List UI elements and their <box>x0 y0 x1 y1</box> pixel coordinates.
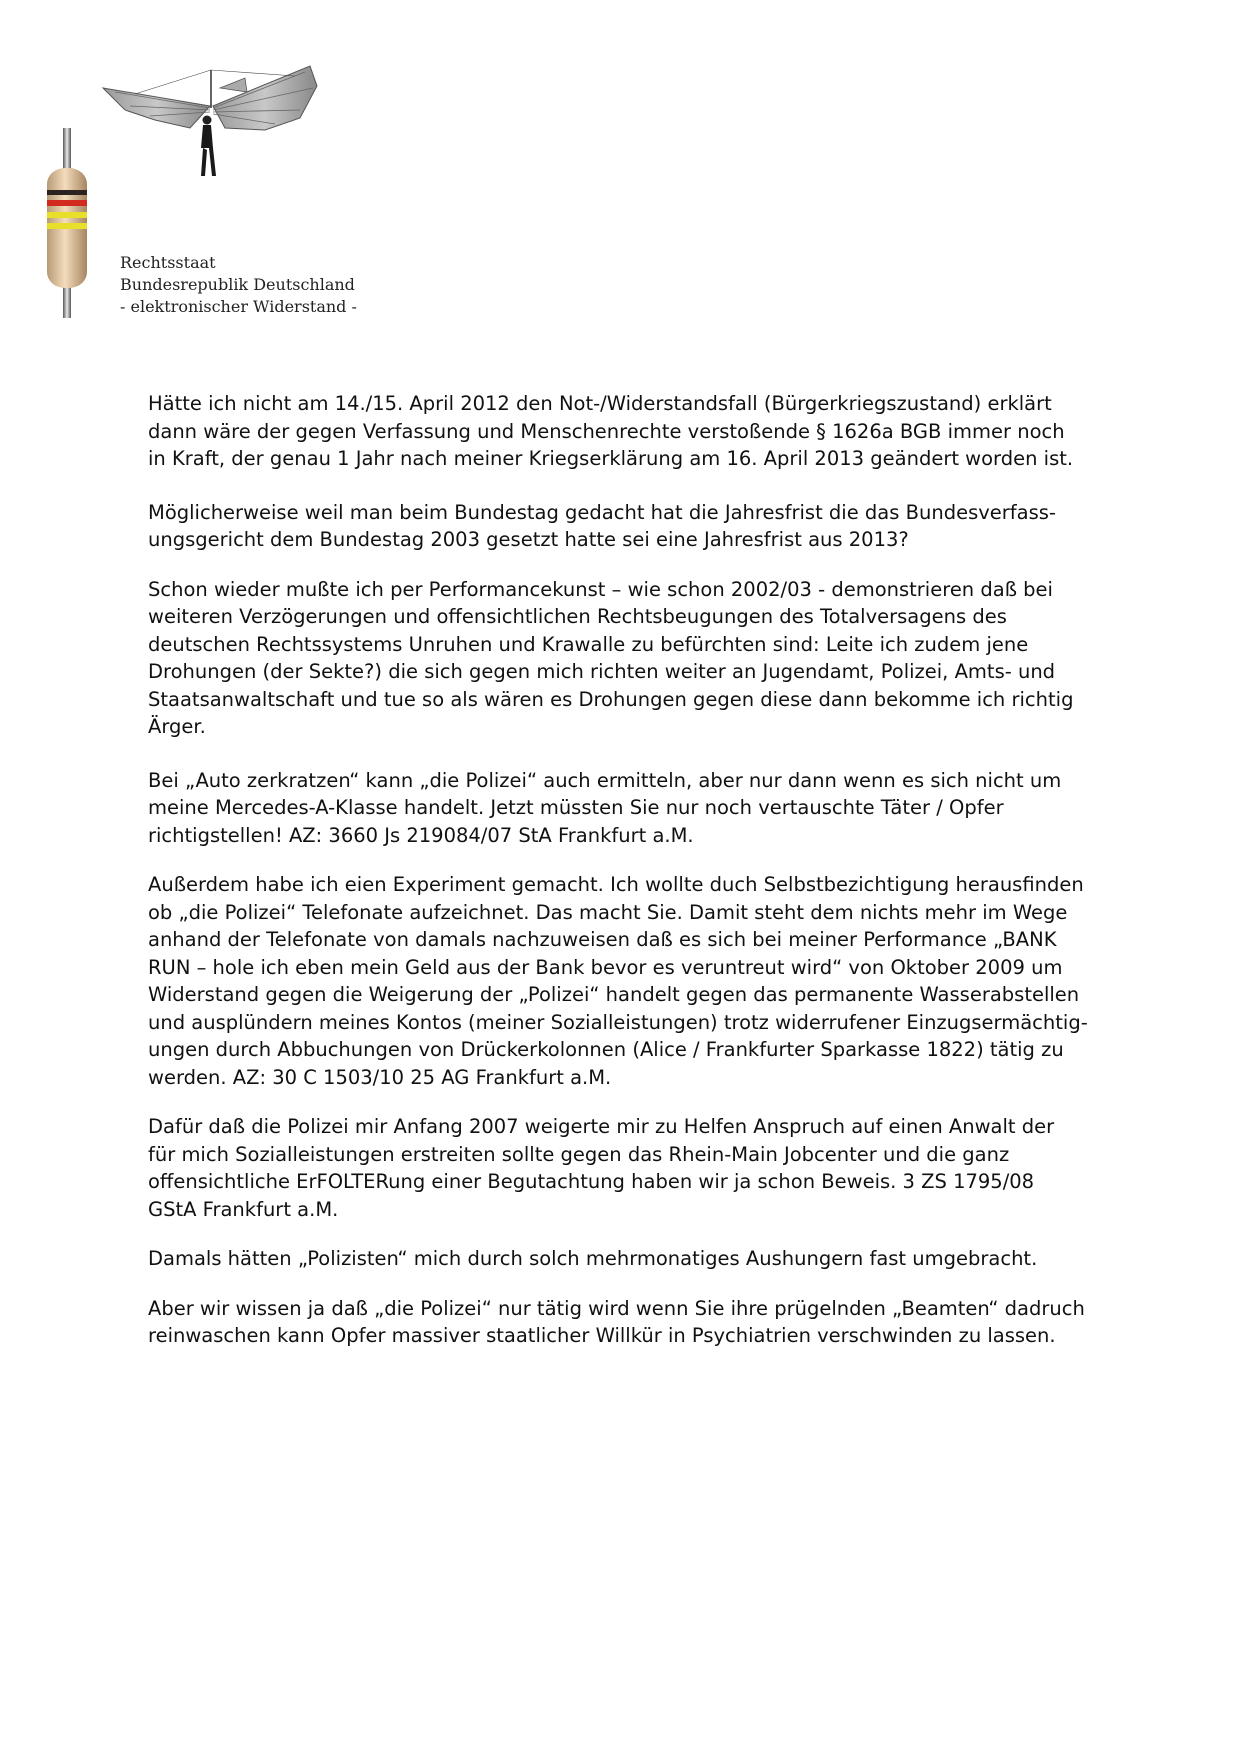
text-line: und ausplündern meines Kontos (meiner Sozialleistungen) trotz widerrufener Einzugsermächtig- <box>148 1010 1088 1034</box>
text-line: GStA Frankfurt a.M. <box>148 1197 339 1221</box>
paragraph-6 <box>148 1113 1098 1223</box>
text-line: weiteren Verzögerungen und offensichtlichen Rechtsbeugungen des Totalversagens des <box>148 605 1007 628</box>
paragraph-7 <box>148 1245 1098 1273</box>
text-line: Bei „Auto zerkratzen“ kann „die Polizei“ auch ermitteln, aber nur dann wenn es sich nicht um <box>148 768 1062 792</box>
text-line: Ärger. <box>148 715 206 738</box>
text-line: Aber wir wissen ja daß „die Polizei“ nur tätig wird wenn Sie ihre prügelnden „Beamten“ dadruch <box>148 1296 1085 1320</box>
text-line: dann wäre der gegen Verfassung und Menschenrechte verstoßende § 1626a BGB immer noch <box>148 419 1065 443</box>
text-line: reinwaschen kann Opfer massiver staatlicher Willkür in Psychiatrien verschwinden zu lassen. <box>148 1324 1056 1347</box>
text-line: Staatsanwaltschaft und tue so als wären es Drohungen gegen diese dann bekomme ich richtig <box>148 687 1074 711</box>
text-line: Widerstand gegen die Weigerung der „Polizei“ handelt gegen das permanente Wasserabstellen <box>148 983 1080 1006</box>
paragraph-1 <box>148 390 1098 473</box>
text-line: Drohungen (der Sekte?) die sich gegen mich richten weiter an Jugendamt, Polizei, Amts- und <box>148 660 1056 683</box>
text-line: für mich Sozialleistungen erstreiten sollte gegen das Rhein-Main Jobcenter und die ganz <box>148 1142 1010 1166</box>
text-line: RUN – hole ich eben mein Geld aus der Bank bevor es veruntreut wird“ von Oktober 2009 um <box>148 955 1063 979</box>
letterhead-line-3: - elektronischer Widerstand - <box>120 297 357 316</box>
paragraph-2 <box>148 499 1098 554</box>
text-line: deutschen Rechtssystems Unruhen und Krawalle zu befürchten sind: Leite ich zudem jene <box>148 632 1029 656</box>
resistor-illustration <box>42 128 102 318</box>
paragraph-8 <box>148 1295 1098 1350</box>
paragraph-3 <box>148 576 1098 741</box>
text-line: Schon wieder mußte ich per Performancekunst – wie schon 2002/03 - demonstrieren daß bei <box>148 577 1053 601</box>
text-line: Damals hätten „Polizisten“ mich durch solch mehrmonatiges Aushungern fast umgebracht. <box>148 1247 1038 1270</box>
paragraph-5 <box>148 871 1098 1091</box>
letter-body <box>148 390 1098 1372</box>
text-line: offensichtliche ErFOLTERung einer Begutachtung haben wir ja schon Beweis. 3 ZS 1795/08 <box>148 1170 1035 1193</box>
text-line: anhand der Telefonate von damals nachzuweisen daß es sich bei meiner Performance „BANK <box>148 928 1057 951</box>
letterhead <box>40 40 420 320</box>
text-line: ob „die Polizei“ Telefonate aufzeichnet. Das macht Sie. Damit steht dem nichts mehr im Wege <box>148 900 1068 924</box>
text-line: ungsgericht dem Bundestag 2003 gesetzt hatte sei eine Jahresfrist aus 2013? <box>148 528 909 551</box>
text-line: Hätte ich nicht am 14./15. April 2012 den Not-/Widerstandsfall (Bürgerkriegszustand) erklärt <box>148 392 1052 415</box>
text-line: in Kraft, der genau 1 Jahr nach meiner Kriegserklärung am 16. April 2013 geändert worden ist. <box>148 447 1074 470</box>
text-line: richtigstellen! AZ: 3660 Js 219084/07 StA Frankfurt a.M. <box>148 823 694 847</box>
text-line: Außerdem habe ich eien Experiment gemacht. Ich wollte duch Selbstbezichtigung herausfinden <box>148 873 1084 896</box>
text-line: meine Mercedes-A-Klasse handelt. Jetzt müssten Sie nur noch vertauschte Täter / Opfer <box>148 796 1004 819</box>
text-line: ungen durch Abbuchungen von Drückerkolonnen (Alice / Frankfurter Sparkasse 1822) tätig zu <box>148 1038 1064 1061</box>
text-line: Möglicherweise weil man beim Bundestag gedacht hat die Jahresfrist die das Bundesverfass- <box>148 500 1056 524</box>
glider-illustration <box>95 48 325 188</box>
letterhead-line-1: Rechtsstaat <box>120 253 216 272</box>
letterhead-line-2: Bundesrepublik Deutschland <box>120 275 355 294</box>
paragraph-4 <box>148 767 1098 850</box>
text-line: werden. AZ: 30 C 1503/10 25 AG Frankfurt a.M. <box>148 1065 612 1089</box>
text-line: Dafür daß die Polizei mir Anfang 2007 weigerte mir zu Helfen Anspruch auf einen Anwalt der <box>148 1115 1055 1138</box>
organization-name <box>120 252 357 318</box>
